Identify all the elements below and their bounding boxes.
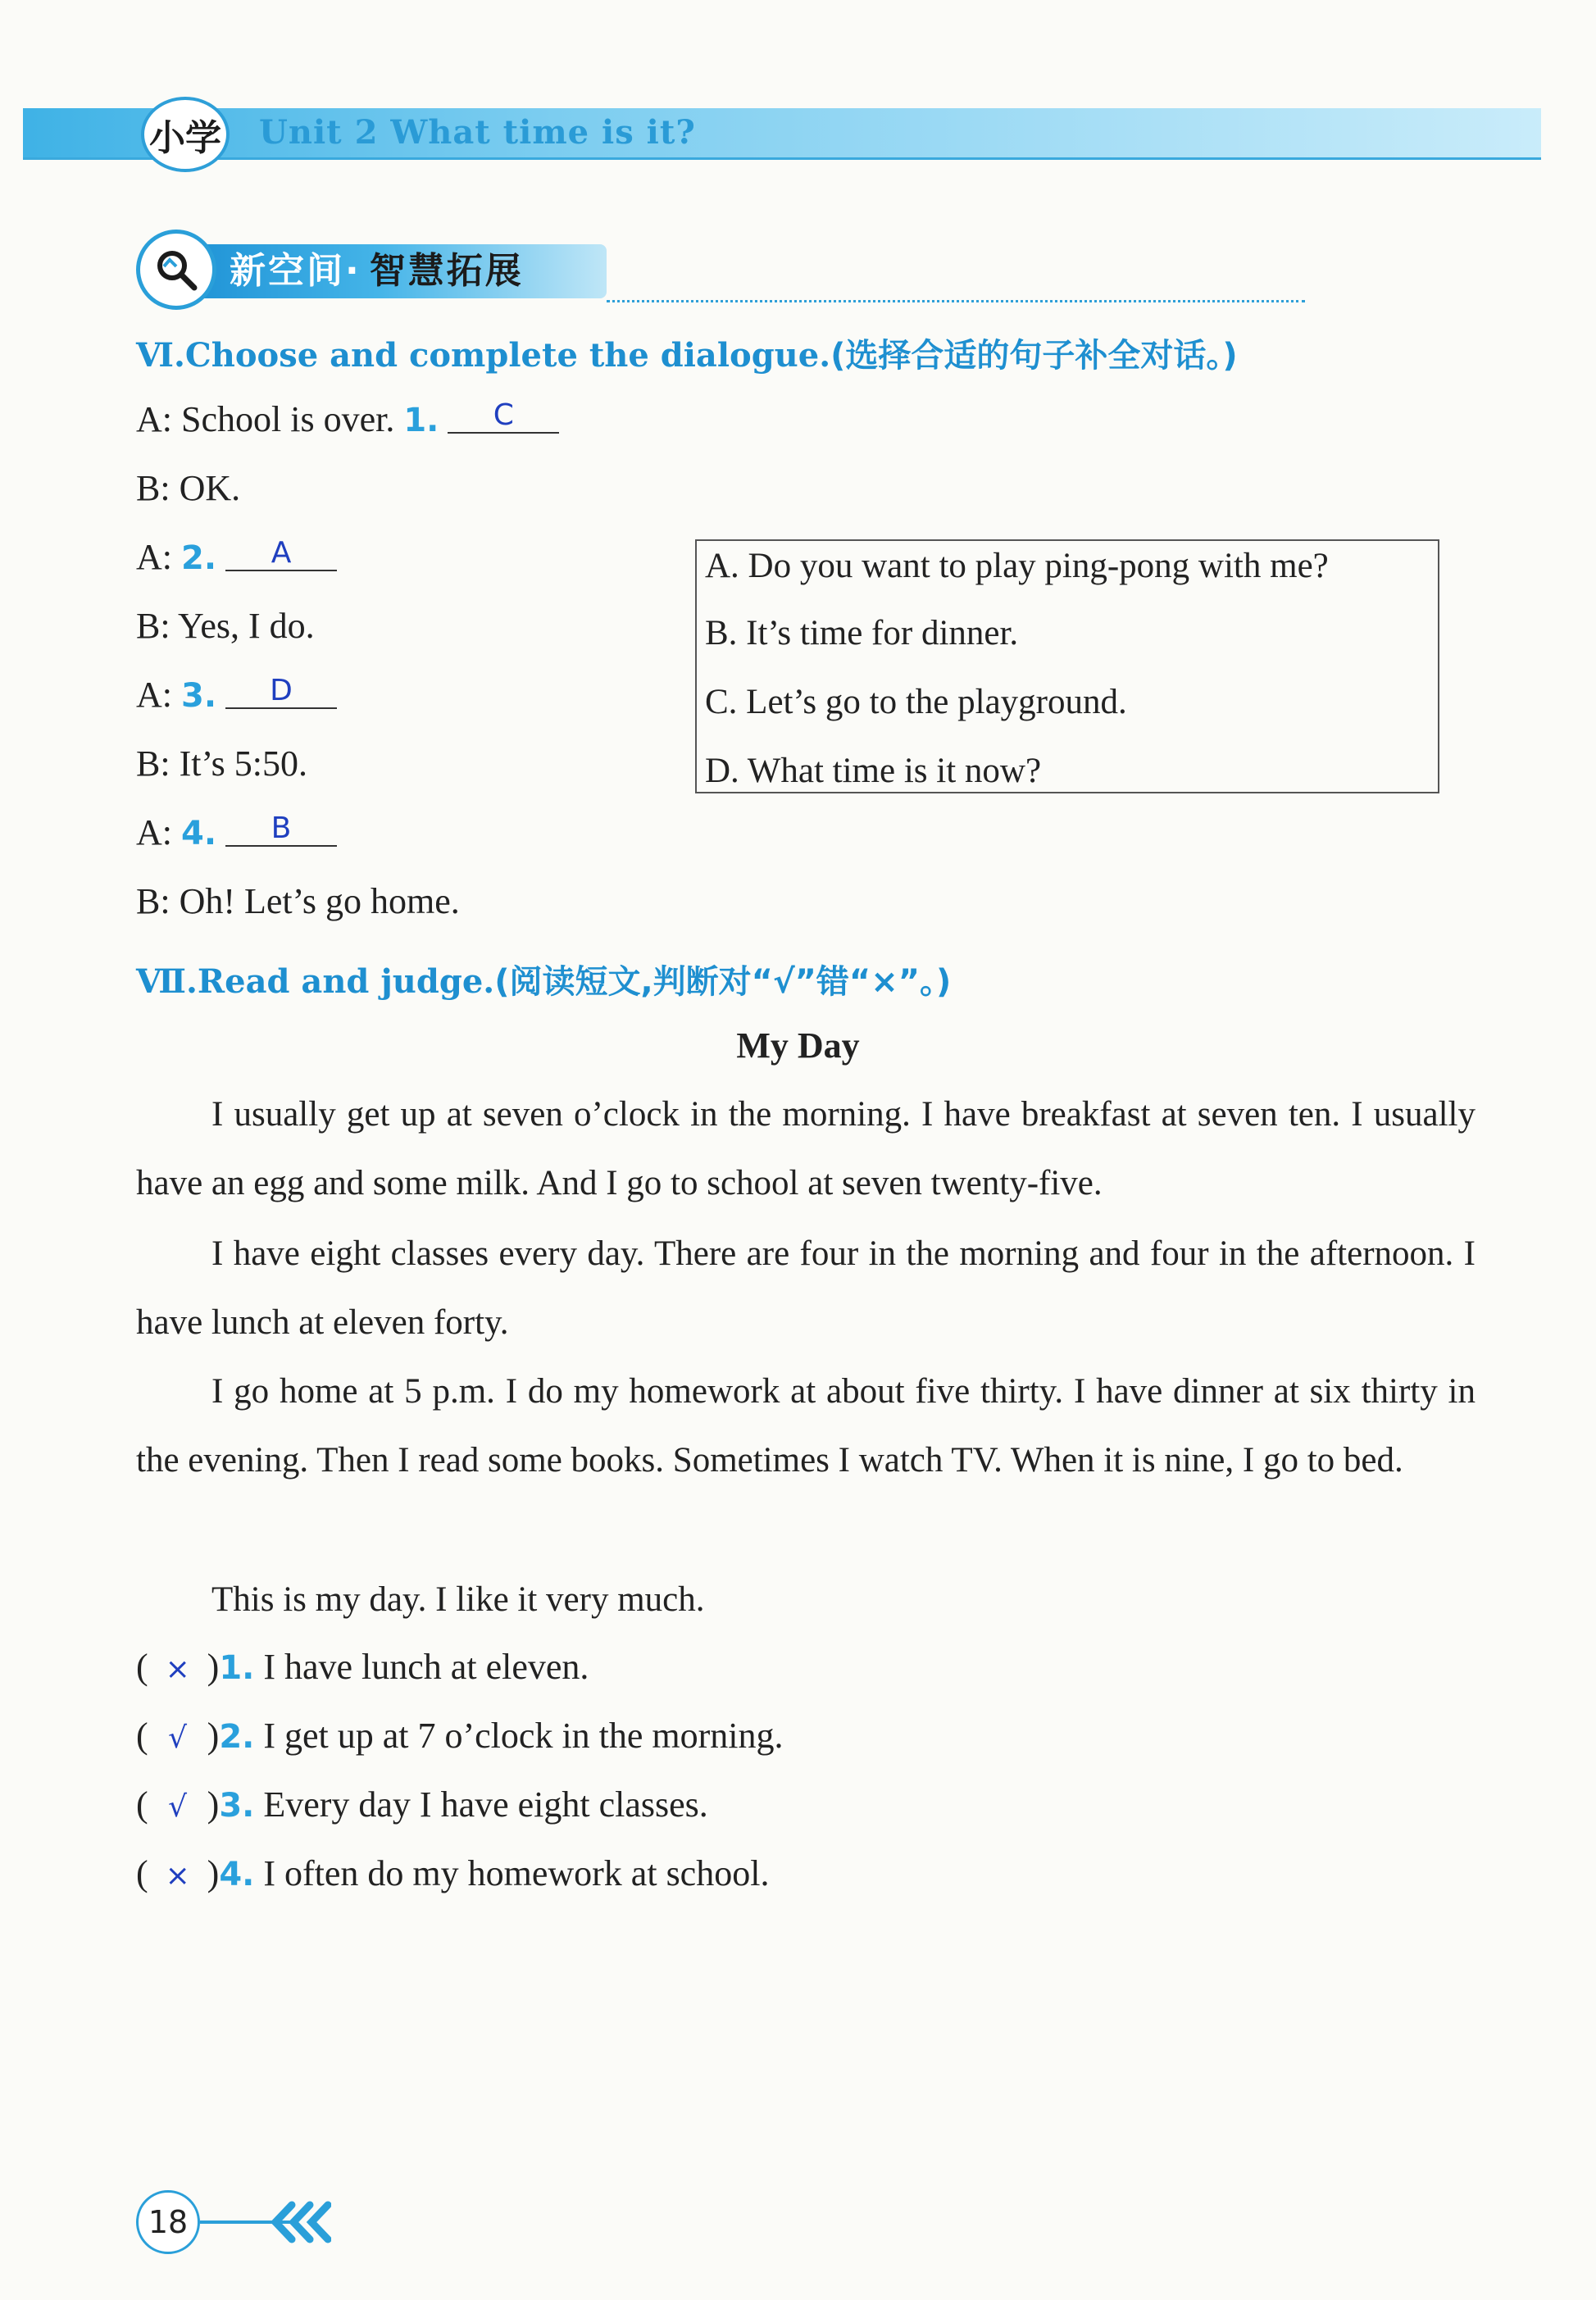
options-box [695, 539, 1439, 793]
header-band [23, 108, 1541, 157]
answer-blank[interactable]: A [225, 536, 337, 571]
dialogue-line [136, 811, 337, 853]
unit-title: Unit 2 What time is it? [259, 113, 696, 152]
answer-blank[interactable]: C [448, 398, 559, 434]
blank-number: 2. [181, 539, 217, 577]
judge-number: 3. [219, 1787, 255, 1825]
speaker: B: [136, 468, 171, 508]
dialogue-line [136, 398, 559, 440]
arrow-decoration-icon [200, 2197, 331, 2252]
dialogue-line [136, 880, 460, 922]
dialogue-text: School is over. [181, 399, 395, 439]
blank-number: 1. [403, 402, 439, 439]
speaker: B: [136, 881, 171, 921]
section-title [230, 244, 524, 298]
dialogue-line [136, 536, 337, 578]
story-paragraph: This is my day. I like it very much. [211, 1580, 705, 1619]
option-c: C. Let’s go to the playground. [705, 683, 1127, 721]
speaker: A: [136, 537, 172, 577]
speaker: A: [136, 399, 172, 439]
answer-blank[interactable]: D [225, 674, 337, 709]
speaker: B: [136, 606, 171, 646]
judge-number: 2. [219, 1718, 255, 1756]
story-paragraph: I have eight classes every day. There are four in the morning and four in the afternoon. I have lunch at eleven forty. [136, 1234, 1476, 1342]
magnifier-icon [136, 230, 216, 310]
judge-answer[interactable]: × [165, 1652, 190, 1686]
judge-item: ( √ )3. Every day I have eight classes. [136, 1784, 708, 1825]
story-paragraph: I usually get up at seven o’clock in the morning. I have breakfast at seven ten. I usually have an egg and some milk. And I go to school at seven twenty-five. [136, 1095, 1476, 1202]
dialogue-text: Yes, I do. [177, 606, 315, 646]
dialogue-line [136, 674, 337, 716]
blank-number: 3. [181, 677, 217, 715]
judge-statement: Every day I have eight classes. [263, 1784, 708, 1825]
dialogue-line [136, 743, 307, 784]
dialogue-text: Oh! Let’s go home. [179, 881, 460, 921]
speaker: A: [136, 675, 172, 715]
option-a: A. Do you want to play ping-pong with me? [705, 547, 1329, 585]
section-subtitle: 智慧拓展 [369, 250, 524, 292]
school-logo [141, 97, 230, 172]
part6-instruction: Choose and complete the dialogue. [184, 336, 831, 375]
part6-instruction-cn: (选择合适的句子补全对话。) [830, 337, 1238, 375]
judge-answer[interactable]: √ [168, 1790, 188, 1824]
judge-item: ( × )4. I often do my homework at school. [136, 1853, 770, 1893]
judge-answer[interactable]: √ [168, 1721, 188, 1755]
answer-blank[interactable]: B [225, 811, 337, 847]
part7-instruction-cn: (阅读短文,判断对“√”错“×”。) [494, 963, 952, 1001]
part7-instruction: Read and judge. [197, 962, 495, 1001]
dialogue-line [136, 605, 315, 647]
logo-text: 小学 [149, 117, 221, 159]
option-b: B. It’s time for dinner. [705, 614, 1019, 652]
part7-heading [136, 956, 951, 1002]
story-paragraph: I go home at 5 p.m. I do my homework at about five thirty. I have dinner at six thirty in the evening. Then I read some books. Sometimes I watch TV. When it is nine, I go to bed. [136, 1372, 1476, 1480]
blank-number: 4. [181, 815, 217, 852]
judge-item: ( √ )2. I get up at 7 o’clock in the morning. [136, 1716, 784, 1756]
speaker: B: [136, 743, 171, 784]
judge-statement: I have lunch at eleven. [263, 1647, 589, 1687]
page-number [136, 2190, 200, 2254]
dialogue-line [136, 467, 240, 509]
judge-statement: I often do my homework at school. [263, 1853, 770, 1893]
option-d: D. What time is it now? [705, 752, 1042, 790]
speaker: A: [136, 812, 172, 852]
judge-number: 1. [219, 1649, 255, 1687]
part7-label: Ⅶ. [136, 962, 198, 1001]
section-title-separator: · [345, 250, 361, 292]
page-number-text: 18 [148, 2204, 189, 2240]
judge-number: 4. [219, 1856, 255, 1893]
header-rule [23, 157, 1541, 160]
part6-label: Ⅵ. [136, 336, 185, 375]
judge-item: ( × )1. I have lunch at eleven. [136, 1647, 589, 1687]
dialogue-text: OK. [179, 468, 241, 508]
dotted-divider [607, 300, 1305, 302]
story-title: My Day [736, 1025, 860, 1066]
dialogue-text: It’s 5:50. [179, 743, 308, 784]
judge-statement: I get up at 7 o’clock in the morning. [263, 1716, 784, 1756]
part6-heading [136, 330, 1238, 376]
section-title-main: 新空间 [230, 250, 345, 292]
judge-answer[interactable]: × [165, 1859, 190, 1893]
